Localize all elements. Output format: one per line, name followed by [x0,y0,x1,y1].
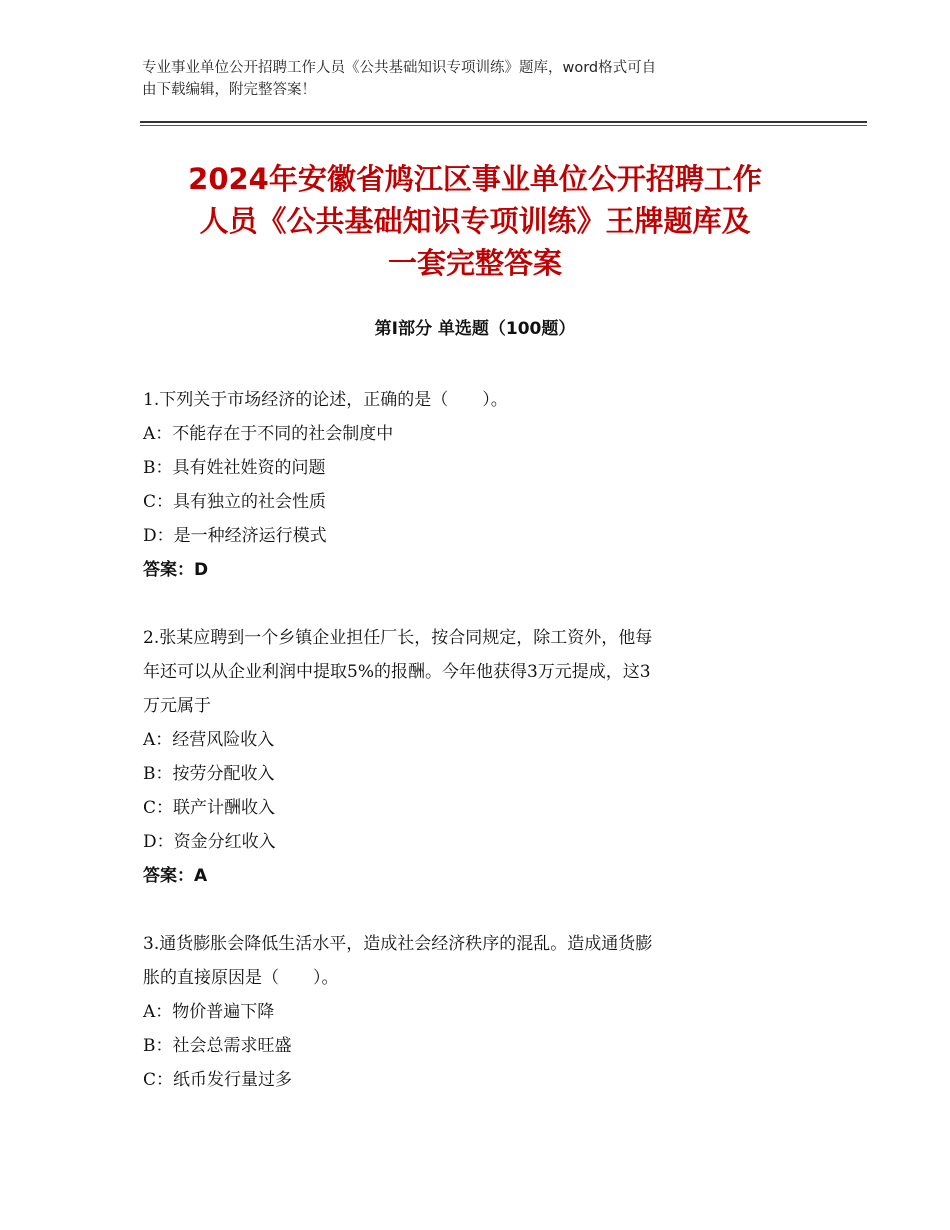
question-spacer [143,587,813,621]
header-rule-thick [140,121,867,123]
question-2-option-a: A：经营风险收入 [143,730,275,750]
document-title [120,158,830,284]
document-title-line-2: 人员《公共基础知识专项训练》王牌题库及 [199,204,751,238]
header-rule-thin [140,125,867,126]
question-2-option-d: D：资金分红收入 [143,832,276,852]
question-1-text: 1.下列关于市场经济的论述，正确的是（ ）。 [143,390,508,410]
question-3-option-a: A：物价普遍下降 [143,1002,275,1022]
question-2-text-line-3: 万元属于 [143,696,211,716]
question-1-option-c: C：具有独立的社会性质 [143,492,327,512]
question-2 [143,621,813,893]
question-1 [143,383,813,587]
question-2-text-line-2: 年还可以从企业利润中提取5%的报酬。今年他获得3万元提成，这3 [143,662,651,682]
question-2-answer: 答案：A [143,866,208,886]
question-1-answer: 答案：D [143,560,209,580]
question-3-text-line-2: 胀的直接原因是（ ）。 [143,968,339,988]
question-spacer [143,893,813,927]
question-3-text-line-1: 3.通货膨胀会降低生活水平，造成社会经济秩序的混乱。造成通货膨 [143,934,653,954]
question-2-text-line-1: 2.张某应聘到一个乡镇企业担任厂长，按合同规定，除工资外，他每 [143,628,653,648]
document-title-line-3: 一套完整答案 [387,246,562,280]
question-1-option-b: B：具有姓社姓资的问题 [143,458,326,478]
header-note [142,57,822,101]
question-list [143,383,813,1097]
question-3-option-c: C：纸币发行量过多 [143,1070,293,1090]
header-note-line-2: 由下载编辑，附完整答案！ [142,82,316,98]
question-2-option-b: B：按劳分配收入 [143,764,275,784]
document-title-line-1: 2024年安徽省鸠江区事业单位公开招聘工作 [188,162,762,196]
question-3-option-b: B：社会总需求旺盛 [143,1036,292,1056]
question-1-option-d: D：是一种经济运行模式 [143,526,327,546]
question-2-option-c: C：联产计酬收入 [143,798,276,818]
section-heading: 第Ⅰ部分 单选题（100题） [374,319,576,339]
question-1-option-a: A：不能存在于不同的社会制度中 [143,424,394,444]
question-3 [143,927,813,1097]
header-note-line-1: 专业事业单位公开招聘工作人员《公共基础知识专项训练》题库，word格式可自 [142,60,657,76]
